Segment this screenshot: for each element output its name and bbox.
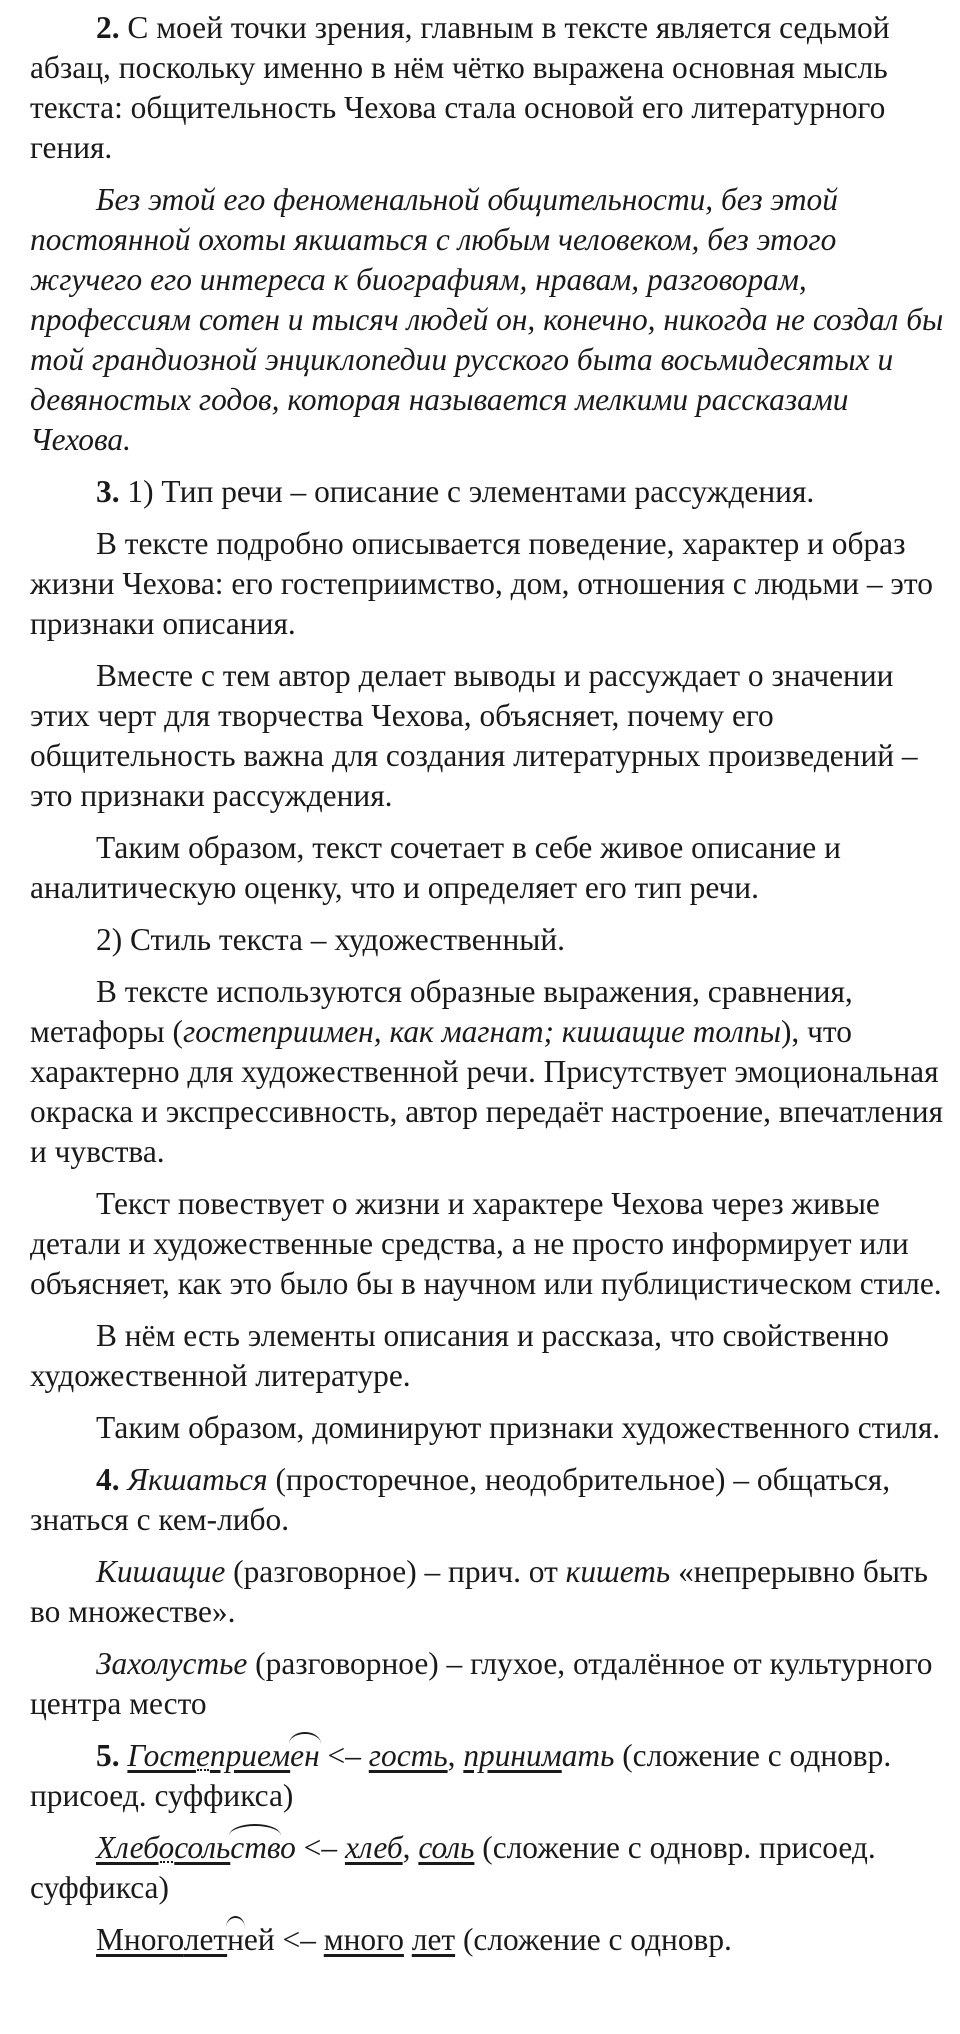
root-gost: Гост [127, 1738, 196, 1773]
root-sol: соль [174, 1830, 231, 1865]
answer-3-paragraph-6: В нём есть элементы описания и рассказа, что свойственно художественной литературе. [30, 1318, 889, 1393]
ending-ey: ей [243, 1922, 275, 1957]
quote-text: Без этой его феноменальной общительности, без этой постоянной охоты якшаться с любым человеком, без этого жгучего его интереса к биографиям, нравам, разговорам, профессиям сотен и тысяч людей он, конечно, никогда не создал бы той грандиозной энциклопедии русского быта восьмидесятых и девяностых годов, которая называется мелкими рассказами Чехова. [30, 182, 944, 457]
answer-4-word-3 [30, 1644, 944, 1724]
source-word-gost: гость [368, 1738, 448, 1773]
answer-5-number: 5. [96, 1738, 120, 1773]
word-khlebosolstvo [96, 1830, 296, 1865]
answer-5-line-1 [30, 1736, 944, 1816]
word-1-definition: (просторечное, неодобрительное) – общаться, знаться с кем-либо. [30, 1462, 891, 1537]
word-2-definition: (разговорное) – прич. от [225, 1554, 566, 1589]
connecting-vowel: е [195, 1738, 210, 1773]
answer-2-number: 2. [96, 10, 120, 45]
answer-4-word-2 [30, 1552, 944, 1632]
derivation-note: (сложение с одновр. присоед. суффикса) [30, 1830, 876, 1905]
answer-3-number: 3. [96, 474, 120, 509]
derivation-arrow: <– [295, 1830, 345, 1865]
answer-5-line-3 [30, 1920, 944, 1960]
answer-3-paragraph-2: Вместе с тем автор делает выводы и рассуждает о значении этих черт для творчества Чехова, объясняет, почему его общительность важна для создания литературных произведений – это признаки рассуждения. [30, 658, 918, 813]
answer-3-style-heading: 2) Стиль текста – художественный. [96, 922, 565, 957]
suffix-stv: ств [230, 1830, 281, 1865]
p4-start: В тексте используются образные выражения, сравнения, метафоры ( [30, 974, 853, 1049]
source-word-mnogo: много [323, 1922, 404, 1957]
answer-3-paragraph-7: Таким образом, доминируют признаки художественного стиля. [96, 1410, 941, 1445]
source-word-prinimat [463, 1738, 614, 1773]
ending-o: о [280, 1830, 296, 1865]
answer-3-paragraph-4 [30, 972, 944, 1172]
word-yakshatsya: Якшаться [127, 1462, 268, 1497]
word-kishet: кишеть [565, 1554, 671, 1589]
suffix-n: н [227, 1922, 244, 1957]
ending-at: ать [561, 1738, 615, 1773]
source-word-sol: соль [418, 1830, 475, 1865]
derivation-arrow: <– [274, 1922, 324, 1957]
answer-3-type-heading [30, 472, 944, 512]
root-prinim: приним [463, 1738, 562, 1773]
derivation-note: (сложение с одновр. присоед. суффикса) [30, 1738, 892, 1813]
p4-end: ), что характерно для художественной речи. Присутствует эмоциональная окраска и экспрессивность, автор передаёт настроение, впечатления и чувства. [30, 1014, 944, 1169]
connecting-vowel: о [158, 1830, 175, 1865]
source-word-let: лет [411, 1922, 456, 1957]
root-khleb: Хлеб [96, 1830, 159, 1865]
answer-2-quote [30, 180, 944, 460]
word-kishashchie: Кишащие [96, 1554, 226, 1589]
word-gostepriimen [127, 1738, 319, 1773]
root-priem: прием [209, 1738, 291, 1773]
source-word-khleb: хлеб [344, 1830, 403, 1865]
word-2-meaning: «непрерывно быть во множестве». [30, 1554, 928, 1629]
answer-3-paragraph-1: В тексте подробно описывается поведение, характер и образ жизни Чехова: его гостеприимство, дом, отношения с людьми – это признаки описания. [30, 526, 933, 641]
derivation-note: (сложение с одновр. [455, 1922, 732, 1957]
answer-5-line-2 [30, 1828, 944, 1908]
answer-3-paragraph-5: Текст повествует о жизни и характере Чехова через живые детали и художественные средства, а не просто информирует или объясняет, как это было бы в научном или публицистическом стиле. [30, 1186, 942, 1301]
comma: , [402, 1830, 419, 1865]
answer-4-number: 4. [96, 1462, 120, 1497]
comma: , [447, 1738, 464, 1773]
suffix-en: ен [290, 1738, 320, 1773]
speech-type-heading: 1) Тип речи – описание с элементами рассуждения. [127, 474, 815, 509]
derivation-arrow: <– [319, 1738, 369, 1773]
word-3-definition: (разговорное) – глухое, отдалённое от культурного центра место [30, 1646, 933, 1721]
p4-examples: гостеприимен, как магнат; кишащие толпы [182, 1014, 781, 1049]
answer-2-text: С моей точки зрения, главным в тексте является седьмой абзац, поскольку именно в нём чётко выражена основная мысль текста: общительность Чехова стала основой его литературного гения. [30, 10, 890, 165]
root-mnogo: Много [96, 1922, 184, 1957]
answer-2-paragraph [30, 8, 944, 168]
word-zakholustye: Захолустье [96, 1646, 248, 1681]
answer-3-paragraph-3: Таким образом, текст сочетает в себе живое описание и аналитическую оценку, что и определяет его тип речи. [30, 830, 841, 905]
answer-4-word-1 [30, 1460, 944, 1540]
word-mnogoletney [96, 1922, 275, 1957]
space [404, 1922, 412, 1957]
root-let: лет [183, 1922, 228, 1957]
